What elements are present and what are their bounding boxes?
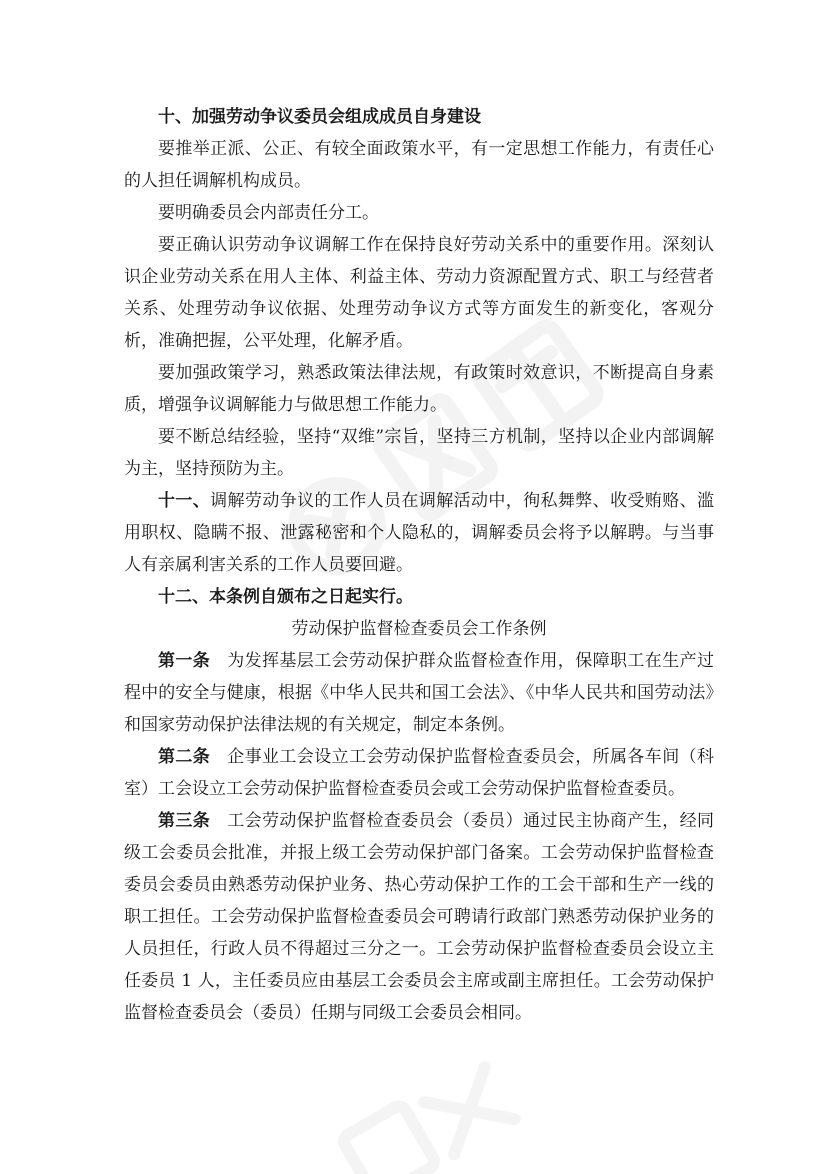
section-11-label: 十一、 [158, 491, 211, 511]
section-11 [124, 485, 714, 581]
section-11-text: 调解劳动争议的工作人员在调解活动中，徇私舞弊、收受贿赂、滥用职权、隐瞒不报、泄露秘密和个人隐私的，调解委员会将予以解聘。与当事人有亲属利害关系的工作人员要回避。 [124, 491, 715, 575]
section-10-para-5: 要不断总结经验，坚持“双维”宗旨，坚持三方机制，坚持以企业内部调解为主，坚持预防为主。 [124, 427, 714, 479]
article-3-label: 第三条 [158, 811, 211, 831]
section-10-para-3: 要正确认识劳动争议调解工作在保持良好劳动关系中的重要作用。深刻认识企业劳动关系在用人主体、利益主体、劳动力资源配置方式、职工与经营者关系、处理劳动争议依据、处理劳动争议方式等方面发生的新变化，客观分析，准确把握，公平处理，化解矛盾。 [124, 235, 714, 351]
section-10-para-2: 要明确委员会内部责任分工。 [158, 203, 379, 223]
section-12: 十二、本条例自颁布之日起实行。 [158, 587, 413, 607]
document-body [124, 101, 714, 1029]
section-10-para-1: 要推举正派、公正、有较全面政策水平，有一定思想工作能力，有责任心的人担任调解机构成员。 [124, 139, 714, 191]
watermark-fragment-icon [300, 1040, 600, 1174]
article-1 [124, 645, 714, 741]
article-2-label: 第二条 [158, 747, 211, 767]
article-3-text: 工会劳动保护监督检查委员会（委员）通过民主协商产生，经同级工会委员会批准，并报上级工会劳动保护部门备案。工会劳动保护监督检查委员会委员由熟悉劳动保护业务、热心劳动保护工作的工会干部和生产一线的职工担任。工会劳动保护监督检查委员会可聘请行政部门熟悉劳动保护业务的人员担任，行政人员不得超过三分之一。工会劳动保护监督检查委员会设立主任委员 1 人，主任委员应由基层工会委员会主席或副主席担任。工会劳动保护监督检查委员会（委员）任期与同级工会委员会相同。 [124, 811, 715, 1023]
section-10-heading: 十、加强劳动争议委员会组成成员自身建设 [158, 107, 481, 127]
section-10-para-4: 要加强政策学习，熟悉政策法律法规，有政策时效意识，不断提高自身素质，增强争议调解能力与做思想工作能力。 [124, 363, 714, 415]
article-2-text: 企事业工会设立工会劳动保护监督检查委员会，所属各车间（科室）工会设立工会劳动保护监督检查委员会或工会劳动保护监督检查委员。 [124, 747, 715, 799]
article-3 [124, 805, 714, 1029]
regulation-title: 劳动保护监督检查委员会工作条例 [291, 619, 547, 639]
article-2 [124, 741, 714, 805]
article-1-label: 第一条 [158, 651, 211, 671]
article-1-text: 为发挥基层工会劳动保护群众监督检查作用，保障职工在生产过程中的安全与健康，根据《中华人民共和国工会法》、《中华人民共和国劳动法》和国家劳动保护法律法规的有关规定，制定本条例。 [124, 651, 715, 735]
